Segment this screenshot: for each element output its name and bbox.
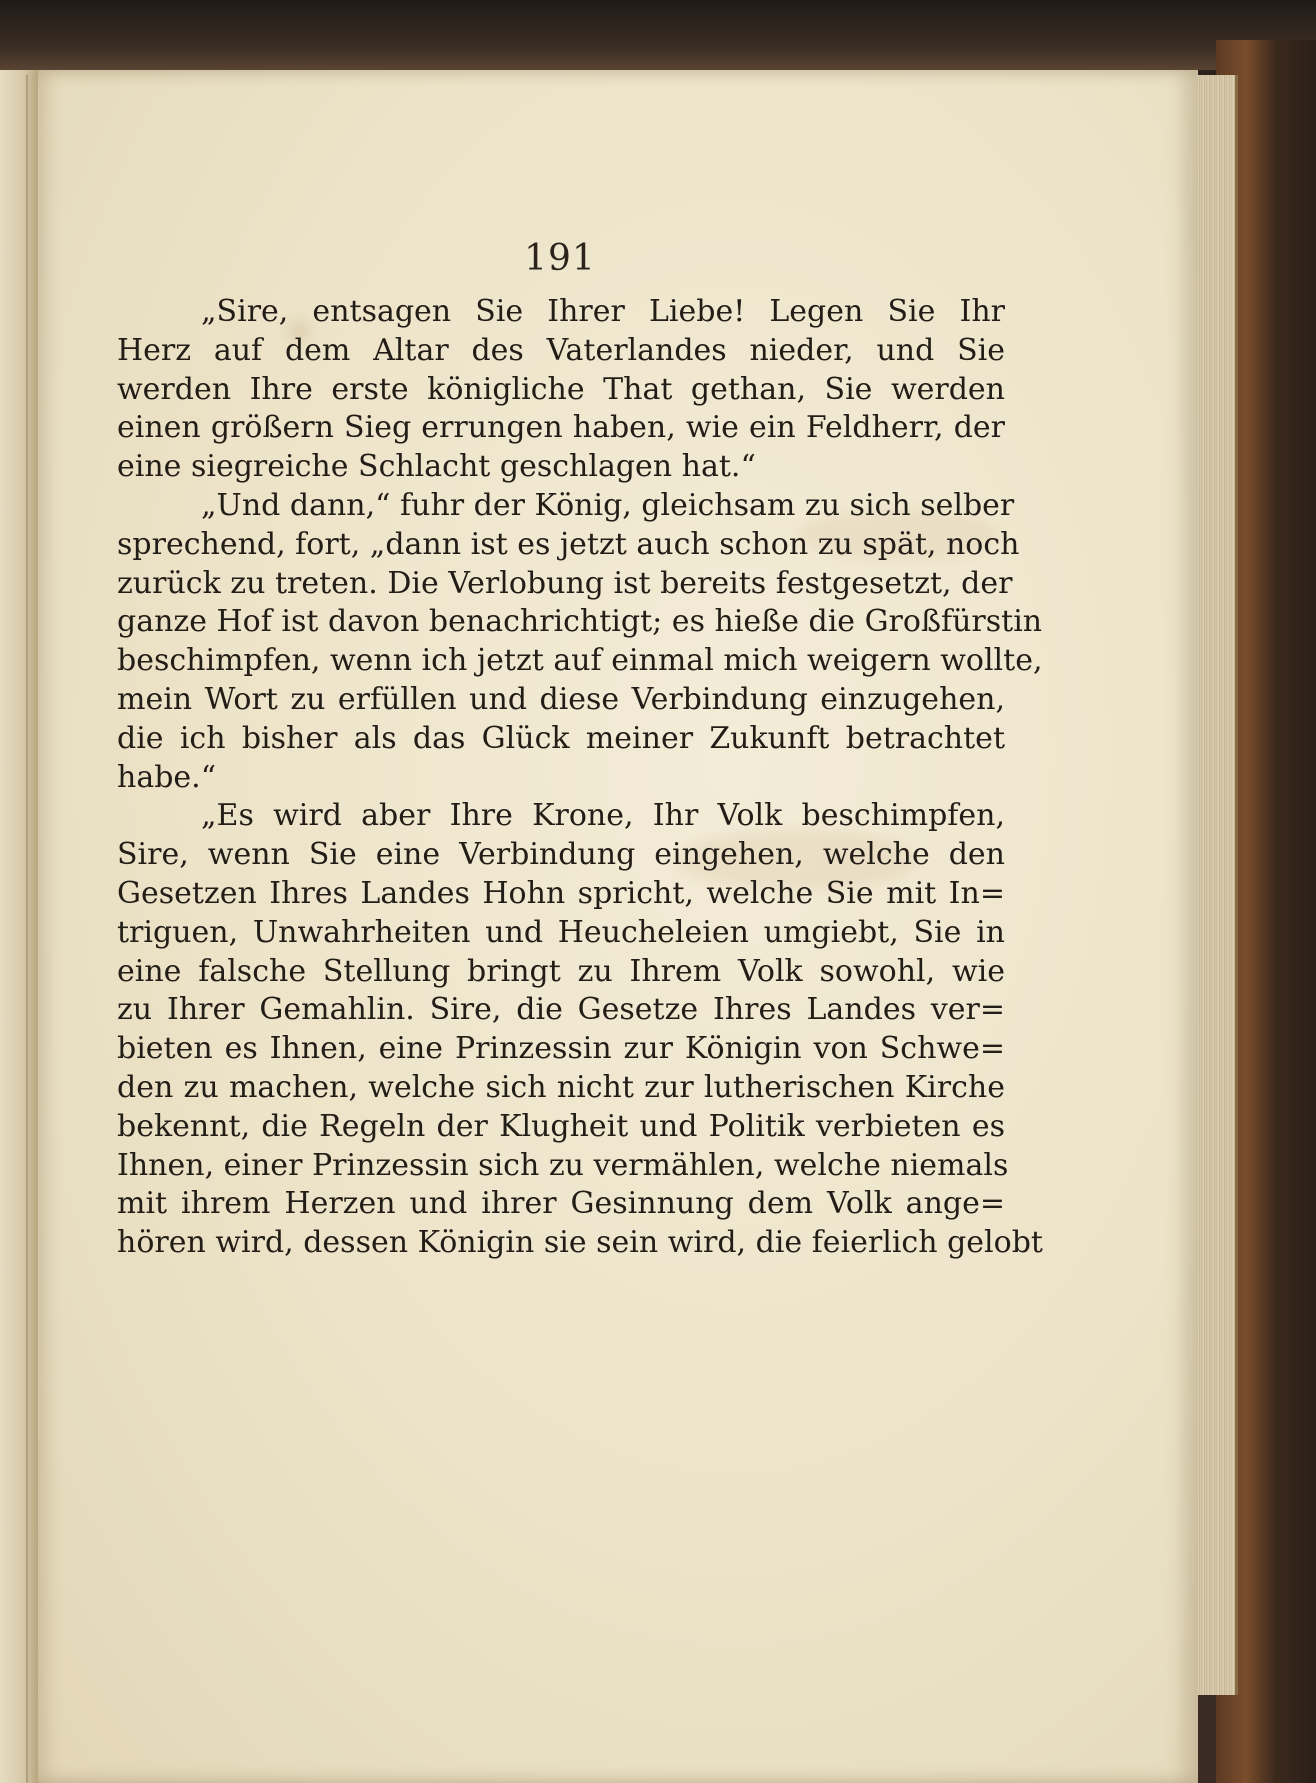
text-line: bekennt, die Regeln der Klugheit und Politik verbieten es xyxy=(117,1108,1005,1144)
text-line: habe.“ xyxy=(117,759,217,795)
text-line: den zu machen, welche sich nicht zur lutherischen Kirche xyxy=(117,1069,1005,1105)
text-line: einen größern Sieg errungen haben, wie ein Feldherr, der xyxy=(117,410,1005,446)
text-line: Gesetzen Ihres Landes Hohn spricht, welche Sie mit In= xyxy=(117,875,1005,911)
text-line: werden Ihre erste königliche That gethan, Sie werden xyxy=(117,371,1005,407)
text-line: eine falsche Stellung bringt zu Ihrem Volk sowohl, wie xyxy=(117,953,1005,989)
scan-top-edge xyxy=(0,0,1316,70)
text-line: „Sire, entsagen Sie Ihrer Liebe! Legen Sie Ihr xyxy=(201,294,1005,329)
text-line: Sire, wenn Sie eine Verbindung eingehen, welche den xyxy=(117,837,1005,873)
text-line: eine siegreiche Schlacht geschlagen hat.“ xyxy=(117,449,756,485)
text-line: Herz auf dem Altar des Vaterlandes nieder, und Sie xyxy=(117,332,1005,368)
page-edges xyxy=(1195,75,1238,1695)
page-number: 191 xyxy=(524,238,596,279)
text-line: sprechend, fort, „dann ist es jetzt auch schon zu spät, noch xyxy=(117,526,1020,562)
text-line: zurück zu treten. Die Verlobung ist bereits festgesetzt, der xyxy=(117,565,1013,601)
facing-page-edge xyxy=(0,70,38,1783)
text-line: beschimpfen, wenn ich jetzt auf einmal mich weigern wollte, xyxy=(117,643,1043,679)
text-line: „Und dann,“ fuhr der König, gleichsam zu sich selber xyxy=(201,487,1015,523)
text-line: triguen, Unwahrheiten und Heucheleien umgiebt, Sie in xyxy=(117,914,1005,950)
gutter-line xyxy=(26,75,28,1783)
body-text xyxy=(117,293,1043,1263)
text-line: die ich bisher als das Glück meiner Zukunft betrachtet xyxy=(117,720,1005,756)
text-line: zu Ihrer Gemahlin. Sire, die Gesetze Ihres Landes ver= xyxy=(117,992,1005,1028)
text-line: ganze Hof ist davon benachrichtigt; es hieße die Großfürstin xyxy=(117,604,1043,640)
text-line: „Es wird aber Ihre Krone, Ihr Volk beschimpfen, xyxy=(201,798,1005,834)
text-line: hören wird, dessen Königin sie sein wird, die feierlich gelobt xyxy=(117,1225,1043,1261)
text-line: mein Wort zu erfüllen und diese Verbindung einzugehen, xyxy=(117,681,1005,717)
text-line: mit ihrem Herzen und ihrer Gesinnung dem Volk ange= xyxy=(117,1186,1005,1222)
text-line: bieten es Ihnen, eine Prinzessin zur Königin von Schwe= xyxy=(117,1031,1005,1067)
text-line: Ihnen, einer Prinzessin sich zu vermählen, welche niemals xyxy=(117,1147,1009,1183)
